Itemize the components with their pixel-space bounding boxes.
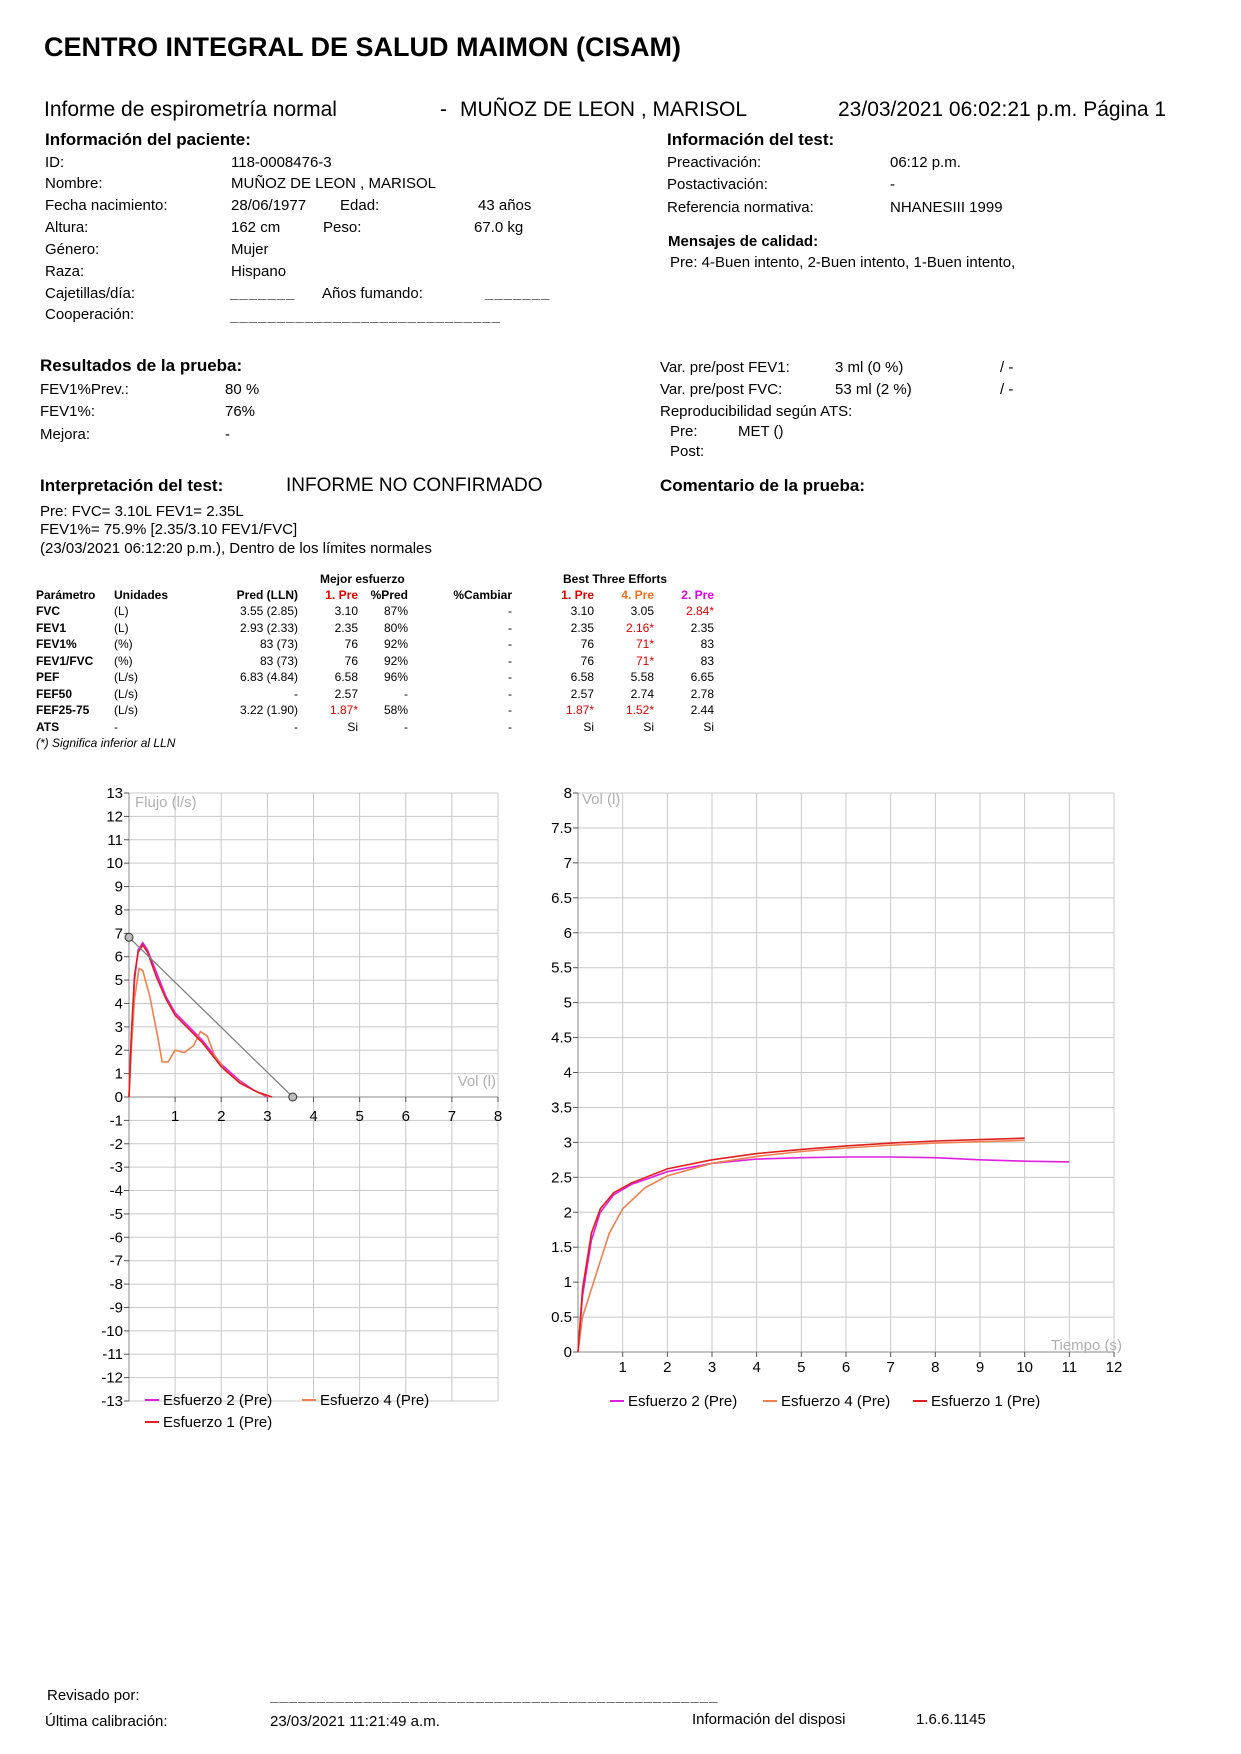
table-cell: 76: [580, 637, 594, 652]
table-cell: (L): [114, 620, 129, 635]
header-pred: Pred (LLN): [236, 588, 298, 602]
var-fev1-label: Var. pre/post FEV1:: [660, 359, 790, 376]
mejora-label: Mejora:: [40, 426, 91, 443]
table-cell: 87%: [383, 604, 408, 619]
table-cell: 1.87*: [565, 703, 594, 718]
table-cell: -: [294, 686, 298, 701]
interpretation-heading: Interpretación del test:: [40, 476, 224, 495]
header-effort-pre4: 4. Pre: [621, 588, 654, 602]
table-cell: 6.58: [570, 670, 594, 685]
mejora-value: -: [225, 426, 230, 443]
table-row: [36, 702, 714, 719]
table-cell: FEV1%: [36, 637, 77, 652]
vt-y-tick-label: 2.5: [551, 1169, 572, 1187]
fv-y-tick-label: 8: [114, 901, 123, 919]
table-cell: 76: [580, 653, 594, 668]
vt-y-tick-label: 4: [563, 1064, 572, 1082]
reviewed-value: ________________________________________________: [270, 1688, 719, 1705]
table-cell: 71*: [635, 653, 654, 668]
fv-y-tick-label: -5: [109, 1205, 123, 1223]
vt-y-tick-label: 3: [563, 1134, 572, 1152]
table-cell: 3.05: [630, 604, 654, 619]
calibration-value: 23/03/2021 11:21:49 a.m.: [270, 1713, 440, 1730]
dob-label: Fecha nacimiento:: [45, 197, 168, 214]
fv-ylabel: Flujo (l/s): [135, 794, 197, 811]
fv-x-tick-label: 6: [401, 1108, 410, 1125]
vt-ylabel: Vol (l): [582, 791, 621, 808]
fv-x-tick-label: 4: [309, 1108, 318, 1125]
interpretation-line3: (23/03/2021 06:12:20 p.m.), Dentro de los límites normales: [40, 540, 432, 557]
header-separator: -: [440, 98, 447, 121]
fv-y-tick-label: 13: [106, 785, 123, 802]
fv-y-tick-label: -13: [101, 1393, 123, 1410]
table-cell: 2.84*: [685, 604, 714, 619]
reference-label: Referencia normativa:: [667, 199, 814, 216]
fv-y-tick-label: 5: [114, 972, 123, 990]
table-header-row: [36, 587, 714, 603]
header-pct-pred: %Pred: [370, 588, 408, 602]
table-cell: PEF: [36, 670, 60, 685]
vt-x-tick-label: 2: [663, 1359, 672, 1376]
var-fvc-extra: / -: [1000, 381, 1014, 398]
table-cell: Si: [643, 719, 654, 734]
fv-x-tick-label: 3: [263, 1108, 272, 1125]
table-cell: -: [508, 620, 512, 635]
vt-y-tick-label: 2: [563, 1204, 572, 1222]
table-cell: -: [294, 719, 298, 734]
table-row: [36, 686, 714, 703]
fv-y-tick-label: -6: [109, 1229, 123, 1247]
fv-y-tick-label: 6: [114, 948, 123, 966]
race-label: Raza:: [45, 263, 85, 280]
fv-axes: [101, 785, 502, 1410]
results-heading: Resultados de la prueba:: [40, 356, 243, 375]
vt-x-tick-label: 10: [1016, 1359, 1034, 1376]
table-row: [36, 603, 714, 620]
table-cell: 96%: [383, 670, 408, 685]
vt-x-tick-label: 12: [1105, 1359, 1123, 1376]
table-cell: 3.22 (1.90): [239, 703, 298, 718]
quality-text: Pre: 4-Buen intento, 2-Buen intento, 1-Buen intento,: [670, 254, 1016, 271]
vt-y-tick-label: 3.5: [551, 1099, 572, 1117]
var-fev1-value: 3 ml (0 %): [835, 359, 904, 376]
table-cell: (L/s): [114, 670, 138, 685]
fv-legend-label: Esfuerzo 2 (Pre): [163, 1392, 273, 1409]
weight-label: Peso:: [323, 219, 362, 236]
table-cell: 2.93 (2.33): [239, 620, 298, 635]
years-smoking-label: Años fumando:: [322, 285, 423, 302]
name-value: MUÑOZ DE LEON , MARISOL: [231, 175, 437, 192]
table-cell: 2.78: [690, 686, 714, 701]
vt-y-tick-label: 7: [563, 854, 572, 872]
table-cell: (%): [114, 653, 133, 668]
fv-y-tick-label: 4: [114, 995, 123, 1013]
repro-post-label: Post:: [670, 443, 705, 460]
vt-y-tick-label: 6: [563, 924, 572, 942]
table-cell: 3.55 (2.85): [239, 604, 298, 619]
vt-x-tick-label: 4: [752, 1359, 761, 1376]
table-cell: Si: [703, 719, 714, 734]
header-parameter: Parámetro: [36, 588, 96, 602]
table-cell: (L/s): [114, 703, 138, 718]
vt-y-tick-label: 1.5: [551, 1239, 572, 1257]
reviewed-label: Revisado por:: [47, 1687, 140, 1704]
table-cell: FVC: [36, 604, 60, 619]
group-three-efforts: Best Three Efforts: [563, 572, 668, 586]
vt-y-tick-label: 1: [563, 1274, 572, 1292]
fv-series-line-1: [129, 968, 270, 1097]
height-label: Altura:: [45, 219, 89, 236]
cigarettes-value: _______: [230, 285, 296, 302]
vt-y-tick-label: 8: [563, 785, 572, 802]
table-cell: FEV1: [36, 620, 67, 635]
table-cell: 1.52*: [625, 703, 654, 718]
fv-y-tick-label: 9: [114, 878, 123, 896]
calibration-label: Última calibración:: [45, 1713, 168, 1730]
patient-heading: Información del paciente:: [45, 130, 251, 149]
table-cell: 80%: [383, 620, 408, 635]
fv-y-tick-label: 3: [114, 1018, 123, 1036]
fv-reference-point: [289, 1093, 297, 1101]
table-footnote: (*) Significa inferior al LLN: [36, 736, 176, 750]
table-cell: -: [508, 703, 512, 718]
table-cell: FEF50: [36, 686, 73, 701]
fv-y-tick-label: -7: [109, 1252, 123, 1270]
name-label: Nombre:: [45, 175, 103, 192]
table-cell: 58%: [383, 703, 408, 718]
vt-x-tick-label: 9: [975, 1359, 985, 1376]
fv-legend: [145, 1392, 429, 1431]
table-row: [36, 719, 714, 736]
vt-x-tick-label: 11: [1061, 1359, 1078, 1376]
table-body: [36, 603, 714, 735]
header-effort-pre1: 1. Pre: [561, 588, 594, 602]
table-cell: 2.35: [334, 620, 358, 635]
fv-y-tick-label: -3: [109, 1159, 123, 1177]
header-pct-change: %Cambiar: [453, 588, 512, 602]
fv-y-tick-label: -4: [109, 1182, 123, 1200]
fv-y-tick-label: 1: [114, 1065, 123, 1083]
vt-axes: [551, 785, 1122, 1376]
id-label: ID:: [45, 154, 65, 171]
gender-value: Mujer: [231, 241, 269, 258]
table-cell: -: [508, 670, 512, 685]
table-cell: -: [114, 719, 118, 734]
fv-x-tick-label: 7: [447, 1108, 457, 1125]
fev1pct-value: 76%: [225, 403, 256, 420]
var-fev1-extra: / -: [1000, 359, 1014, 376]
table-cell: 92%: [383, 653, 408, 668]
table-cell: 2.44: [690, 703, 714, 718]
vt-x-tick-label: 6: [841, 1359, 851, 1376]
repro-pre-value: MET (): [738, 423, 784, 440]
vt-legend-label: Esfuerzo 4 (Pre): [781, 1393, 891, 1410]
table-cell: (L/s): [114, 686, 138, 701]
table-cell: 83 (73): [259, 637, 298, 652]
vt-x-tick-label: 5: [797, 1359, 806, 1376]
weight-value: 67.0 kg: [474, 219, 524, 236]
fv-x-tick-label: 5: [355, 1108, 364, 1125]
interpretation-status: INFORME NO CONFIRMADO: [286, 475, 543, 496]
vt-y-tick-label: 6.5: [551, 889, 572, 907]
fv-y-tick-label: 10: [106, 855, 123, 873]
vt-grid: [578, 793, 1114, 1352]
preactivation-value: 06:12 p.m.: [890, 154, 961, 171]
fv-y-tick-label: 0: [114, 1089, 123, 1106]
fv-legend-label: Esfuerzo 1 (Pre): [163, 1414, 273, 1431]
fv-y-tick-label: 11: [107, 831, 123, 849]
header-units: Unidades: [114, 588, 169, 602]
fv-reference-point: [125, 933, 133, 941]
vt-y-tick-label: 0: [563, 1344, 572, 1361]
table-cell: ATS: [36, 719, 60, 734]
table-cell: -: [508, 653, 512, 668]
table-cell: 6.83 (4.84): [239, 670, 298, 685]
table-cell: 6.65: [690, 670, 714, 685]
table-cell: 5.58: [630, 670, 654, 685]
table-cell: 76: [344, 653, 358, 668]
header-patient-name: MUÑOZ DE LEON , MARISOL: [460, 98, 748, 121]
vt-legend-label: Esfuerzo 2 (Pre): [628, 1393, 738, 1410]
vt-x-tick-label: 7: [886, 1359, 895, 1376]
years-smoking-value: _______: [485, 285, 551, 302]
test-info-heading: Información del test:: [667, 130, 835, 149]
table-cell: -: [508, 604, 512, 619]
header-best-pre1: 1. Pre: [325, 588, 358, 602]
fv-y-tick-label: -1: [109, 1112, 123, 1130]
fv-y-tick-label: -12: [101, 1369, 123, 1387]
fv-xlabel: Vol (l): [457, 1073, 496, 1090]
cigarettes-label: Cajetillas/día:: [45, 285, 136, 302]
fv-y-tick-label: -2: [109, 1135, 123, 1153]
flow-volume-chart: [0, 770, 520, 1450]
vt-x-tick-label: 1: [618, 1359, 627, 1376]
age-value: 43 años: [478, 197, 532, 214]
device-value: 1.6.6.1145: [916, 1711, 986, 1728]
fv-series-line-2: [129, 945, 272, 1097]
table-row: [36, 620, 714, 637]
volume-time-chart: [530, 770, 1130, 1450]
race-value: Hispano: [231, 263, 287, 280]
table-cell: 71*: [635, 637, 654, 652]
vt-y-tick-label: 5: [563, 994, 572, 1012]
interpretation-line2: FEV1%= 75.9% [2.35/3.10 FEV1/FVC]: [40, 521, 298, 538]
table-cell: (%): [114, 637, 133, 652]
table-cell: 2.16*: [625, 620, 654, 635]
fv-series: [125, 933, 297, 1101]
table-cell: -: [404, 719, 408, 734]
results-table: [36, 587, 714, 735]
dob-value: 28/06/1977: [231, 197, 307, 214]
vt-y-tick-label: 5.5: [551, 959, 572, 977]
vt-y-tick-label: 7.5: [551, 819, 572, 837]
postactivation-value: -: [890, 176, 895, 193]
fv-x-tick-label: 1: [170, 1108, 180, 1125]
fv-y-tick-label: -10: [101, 1322, 123, 1340]
cooperation-value: _____________________________: [230, 308, 501, 325]
quality-heading: Mensajes de calidad:: [668, 233, 819, 250]
report-name: Informe de espirometría normal: [44, 98, 337, 121]
height-value: 162 cm: [231, 219, 281, 236]
table-cell: 2.57: [334, 686, 358, 701]
fv-y-tick-label: 7: [114, 925, 123, 943]
vt-legend: [610, 1393, 1040, 1410]
table-cell: 6.58: [334, 670, 358, 685]
page-title: CENTRO INTEGRAL DE SALUD MAIMON (CISAM): [44, 32, 681, 62]
table-cell: -: [508, 686, 512, 701]
gender-label: Género:: [45, 241, 100, 258]
fv-y-tick-label: -8: [109, 1276, 123, 1294]
fv-x-tick-label: 8: [493, 1108, 503, 1125]
reference-value: NHANESIII 1999: [890, 199, 1003, 216]
group-best-effort: Mejor esfuerzo: [320, 572, 405, 586]
table-row: [36, 653, 714, 670]
vt-xlabel: Tiempo (s): [1050, 1337, 1122, 1354]
table-cell: 2.74: [630, 686, 654, 701]
var-fvc-label: Var. pre/post FVC:: [660, 381, 783, 398]
table-cell: 2.35: [690, 620, 714, 635]
table-cell: FEF25-75: [36, 703, 90, 718]
table-cell: (L): [114, 604, 129, 619]
table-cell: 1.87*: [329, 703, 358, 718]
fev1prev-value: 80 %: [225, 381, 260, 398]
header-date-page: 23/03/2021 06:02:21 p.m. Página 1: [838, 98, 1167, 121]
vt-x-tick-label: 8: [931, 1359, 940, 1376]
table-cell: FEV1/FVC: [36, 653, 94, 668]
interpretation-line1: Pre: FVC= 3.10L FEV1= 2.35L: [40, 503, 244, 520]
vt-y-tick-label: 4.5: [551, 1029, 572, 1047]
fev1pct-label: FEV1%:: [40, 403, 96, 420]
preactivation-label: Preactivación:: [667, 154, 762, 171]
repro-pre-label: Pre:: [670, 423, 698, 440]
fv-legend-label: Esfuerzo 4 (Pre): [320, 1392, 430, 1409]
table-cell: -: [508, 637, 512, 652]
table-cell: Si: [347, 719, 358, 734]
table-cell: -: [508, 719, 512, 734]
table-cell: 2.35: [570, 620, 594, 635]
table-cell: -: [404, 686, 408, 701]
var-fvc-value: 53 ml (2 %): [835, 381, 912, 398]
fv-x-tick-label: 2: [217, 1108, 226, 1125]
table-row: [36, 636, 714, 653]
table-cell: 83 (73): [259, 653, 298, 668]
header-effort-pre2: 2. Pre: [681, 588, 714, 602]
id-value: 118-0008476-3: [231, 154, 332, 171]
table-cell: 83: [700, 637, 714, 652]
comment-heading: Comentario de la prueba:: [660, 476, 865, 495]
fv-y-tick-label: -9: [109, 1299, 123, 1317]
vt-x-tick-label: 3: [707, 1359, 717, 1376]
table-cell: 3.10: [334, 604, 358, 619]
table-cell: 92%: [383, 637, 408, 652]
table-cell: 76: [344, 637, 358, 652]
vt-series: [578, 1138, 1069, 1352]
postactivation-label: Postactivación:: [667, 176, 768, 193]
device-label: Información del disposi: [692, 1711, 846, 1728]
table-cell: 2.57: [570, 686, 594, 701]
vt-legend-label: Esfuerzo 1 (Pre): [931, 1393, 1041, 1410]
fv-y-tick-label: 12: [106, 808, 123, 826]
age-label: Edad:: [340, 197, 380, 214]
vt-series-line-0: [578, 1157, 1069, 1352]
fv-y-tick-label: -11: [102, 1346, 123, 1364]
vt-y-tick-label: 0.5: [551, 1309, 572, 1327]
fv-y-tick-label: 2: [114, 1042, 123, 1060]
table-cell: 83: [700, 653, 714, 668]
reproducibility-label: Reproducibilidad según ATS:: [660, 403, 853, 420]
table-cell: 3.10: [570, 604, 594, 619]
table-cell: Si: [583, 719, 594, 734]
table-row: [36, 669, 714, 686]
cooperation-label: Cooperación:: [45, 306, 135, 323]
fev1prev-label: FEV1%Prev.:: [40, 381, 129, 398]
